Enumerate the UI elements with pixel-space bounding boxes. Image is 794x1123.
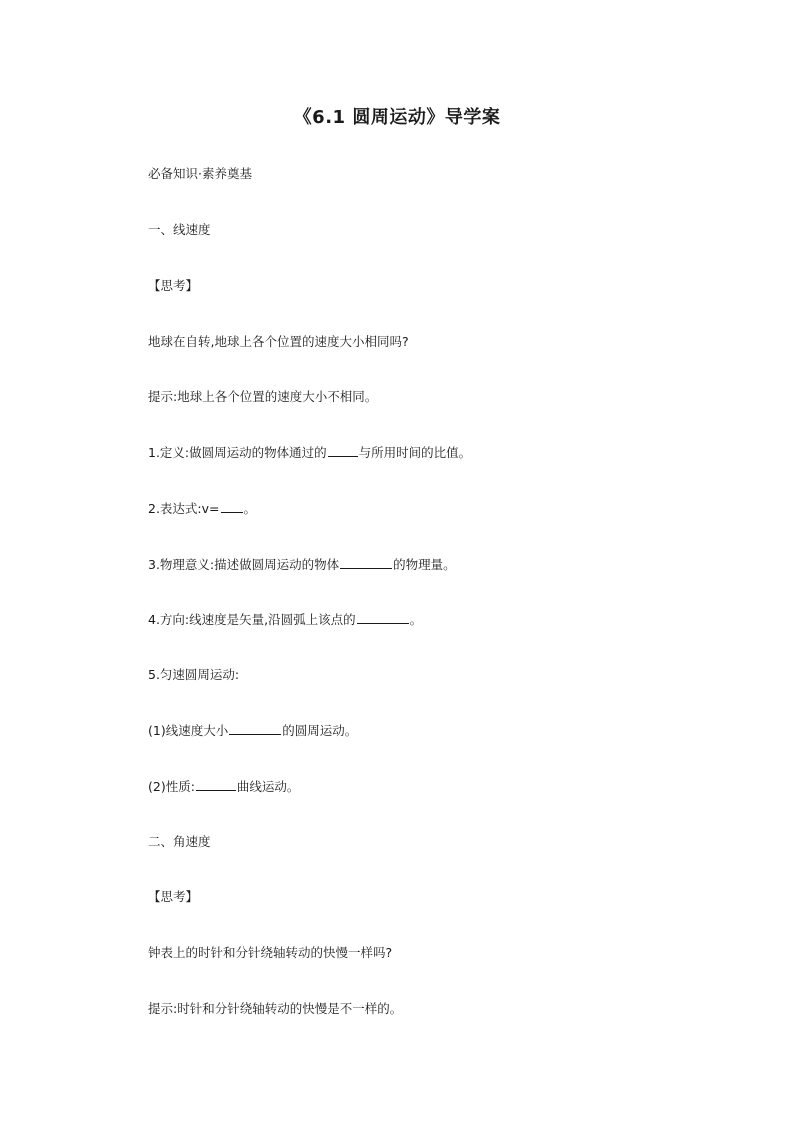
fill-blank <box>340 556 392 569</box>
think-label-1: 【思考】 <box>148 278 199 293</box>
item-physical-meaning-text-after: 的物理量。 <box>393 557 456 572</box>
item-physical-meaning-text: 3.物理意义:描述做圆周运动的物体 <box>148 557 340 572</box>
item-speed-magnitude-text-after: 的圆周运动。 <box>282 723 358 738</box>
item-direction <box>148 611 422 628</box>
question-clock-hands: 钟表上的时针和分针绕轴转动的快慢一样吗? <box>148 945 393 960</box>
item-uniform-circular-motion: 5.匀速圆周运动: <box>148 667 240 682</box>
fill-blank <box>357 611 409 624</box>
hint-earth-rotation: 提示:地球上各个位置的速度大小不相同。 <box>148 389 378 404</box>
think-label-2: 【思考】 <box>148 889 199 904</box>
document-title: 《6.1 圆周运动》导学案 <box>293 107 501 128</box>
section-heading-angular-velocity: 二、角速度 <box>148 834 211 849</box>
section-heading-essential-knowledge: 必备知识·素养奠基 <box>148 166 252 181</box>
fill-blank <box>328 444 358 457</box>
item-speed-magnitude-text: (1)线速度大小 <box>148 723 229 738</box>
item-expression-text: 2.表达式:v= <box>148 501 220 516</box>
section-heading-linear-velocity: 一、线速度 <box>148 222 211 237</box>
item-nature-text: (2)性质: <box>148 779 195 794</box>
fill-blank <box>196 778 236 791</box>
question-earth-rotation: 地球在自转,地球上各个位置的速度大小相同吗? <box>148 334 409 349</box>
item-direction-text-after: 。 <box>409 612 423 627</box>
item-speed-magnitude <box>148 722 357 739</box>
item-definition-text: 1.定义:做圆周运动的物体通过的 <box>148 445 327 460</box>
item-nature <box>148 778 299 795</box>
item-physical-meaning <box>148 556 456 573</box>
item-expression <box>148 500 256 517</box>
item-direction-text: 4.方向:线速度是矢量,沿圆弧上该点的 <box>148 612 356 627</box>
hint-clock-hands: 提示:时针和分针绕轴转动的快慢是不一样的。 <box>148 1001 403 1016</box>
item-definition <box>148 444 471 461</box>
item-nature-text-after: 曲线运动。 <box>236 779 300 794</box>
fill-blank <box>229 722 281 735</box>
item-expression-text-after: 。 <box>243 501 257 516</box>
fill-blank <box>221 500 243 513</box>
item-definition-text-after: 与所用时间的比值。 <box>358 445 472 460</box>
